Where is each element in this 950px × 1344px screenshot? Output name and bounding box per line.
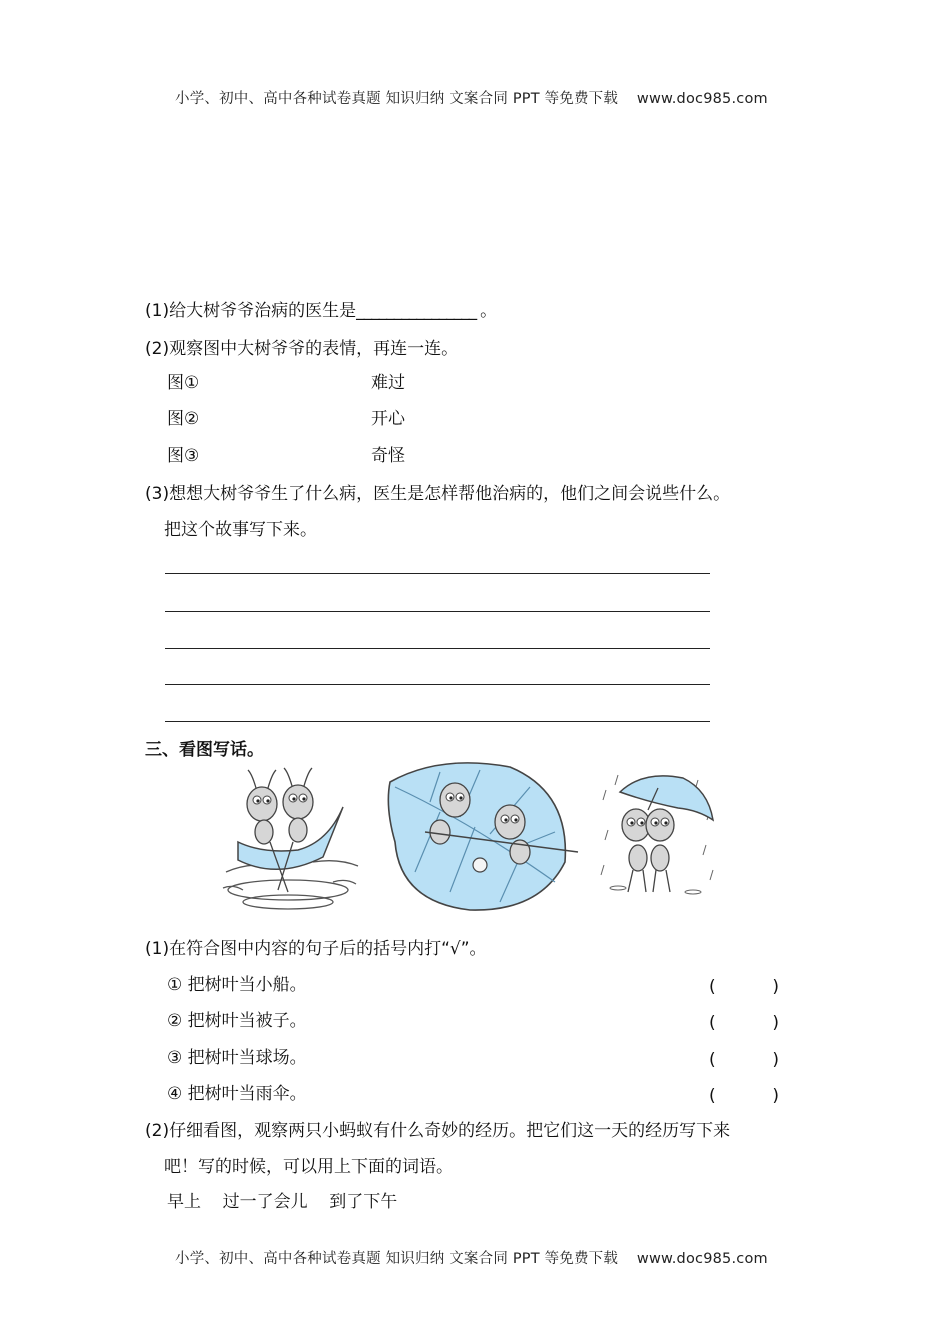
ant-leaf-boat-illustration <box>218 762 363 914</box>
header-text: 小学、初中、高中各种试卷真题 知识归纳 文案合同 PPT 等免费下载 <box>175 91 619 107</box>
option-3: ③ 把树叶当球场。 <box>167 1048 307 1068</box>
match-left-3: 图③ <box>167 446 200 466</box>
s3-q2-words: 早上 过一了会儿 到了下午 <box>167 1192 398 1212</box>
match-right-3: 奇怪 <box>371 446 405 466</box>
q3-line2: 把这个故事写下来。 <box>164 520 317 540</box>
writing-line <box>165 648 710 649</box>
paren-close: ) <box>772 1050 779 1070</box>
footer-url: www.doc985.com <box>636 1251 768 1267</box>
s3-q2-line1: (2)仔细看图，观察两只小蚂蚁有什么奇妙的经历。把它们这一天的经历写下来 <box>145 1121 731 1141</box>
paren-open: ( <box>709 1050 716 1070</box>
page-header <box>175 87 768 108</box>
s3-q2-line2: 吧！写的时候，可以用上下面的词语。 <box>164 1157 453 1177</box>
q1-doctor <box>145 303 497 320</box>
match-right-2: 开心 <box>371 409 405 429</box>
match-left-2: 图② <box>167 409 200 429</box>
q1-prefix: (1)给大树爷爷治病的医生是 <box>145 301 357 321</box>
match-right-1: 难过 <box>371 373 405 393</box>
footer-text: 小学、初中、高中各种试卷真题 知识归纳 文案合同 PPT 等免费下载 <box>175 1251 619 1267</box>
option-4: ④ 把树叶当雨伞。 <box>167 1084 307 1104</box>
answer-paren-1[interactable] <box>709 977 779 997</box>
writing-line <box>165 684 710 685</box>
match-left-1: 图① <box>167 373 200 393</box>
answer-paren-3[interactable] <box>709 1050 779 1070</box>
writing-line <box>165 573 710 574</box>
paren-close: ) <box>772 1013 779 1033</box>
q1-suffix: 。 <box>480 301 498 321</box>
header-url: www.doc985.com <box>636 91 768 107</box>
answer-paren-4[interactable] <box>709 1086 779 1106</box>
paren-open: ( <box>709 1086 716 1106</box>
answer-paren-2[interactable] <box>709 1013 779 1033</box>
ant-leaf-bed-illustration <box>380 762 580 917</box>
q2-prompt: (2)观察图中大树爷爷的表情，再连一连。 <box>145 339 459 359</box>
s3-q1-prompt: (1)在符合图中内容的句子后的括号内打“√”。 <box>145 939 487 959</box>
paren-open: ( <box>709 977 716 997</box>
option-1: ① 把树叶当小船。 <box>167 975 307 995</box>
paren-close: ) <box>772 977 779 997</box>
section3-title: 三、看图写话。 <box>145 740 264 760</box>
option-2: ② 把树叶当被子。 <box>167 1011 307 1031</box>
writing-line <box>165 721 710 722</box>
writing-line <box>165 611 710 612</box>
q1-blank: ________________ <box>356 301 477 321</box>
page-footer <box>175 1247 768 1268</box>
ant-leaf-umbrella-illustration <box>598 770 718 910</box>
paren-close: ) <box>772 1086 779 1106</box>
paren-open: ( <box>709 1013 716 1033</box>
q3-line1: (3)想想大树爷爷生了什么病，医生是怎样帮他治病的，他们之间会说些什么。 <box>145 484 731 504</box>
